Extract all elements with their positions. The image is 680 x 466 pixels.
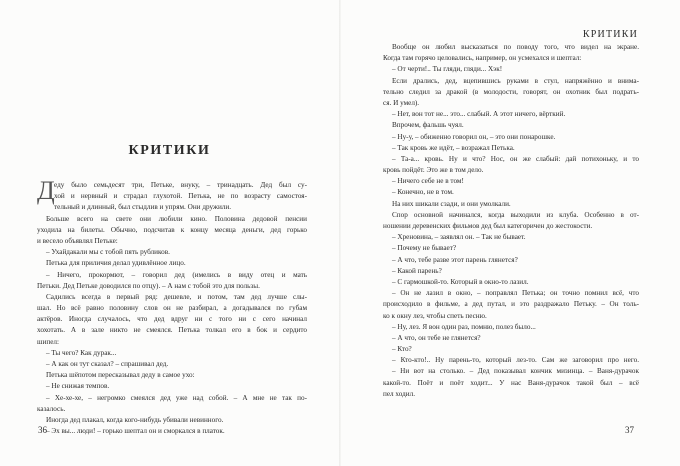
text-line: – С гармошкой-то. Который в окно-то лазил. [392, 277, 529, 286]
text-line: – Он не лазил в окно, – поправлял Петька; он точно помнил всё, что [392, 289, 639, 298]
text-line: происходило в фильме, а дед путал, и это раздражало Петьку. – Он толь- [383, 300, 639, 309]
text-line: – А что, тебе разве этот парень глянется? [392, 255, 518, 264]
text-line: ся. И умел). [383, 98, 420, 107]
running-head: КРИТИКИ [582, 29, 638, 40]
text-line: казалось. [37, 404, 66, 413]
text-line: Больше всего на свете они любили кино. Половина дедовой пенсии [46, 214, 307, 223]
text-line: – Ну, лез. Я вон один раз, помню, полез было... [392, 322, 536, 331]
text-line: хохотать. А в зале никто не смеялся. Петька толкал его в бок и сердито [37, 326, 307, 335]
text-line: и весело объявлял Петьке: [37, 236, 118, 245]
text-line: – Хе-хе-хе, – негромко смеялся дед уже над собой. – А мне не так по- [46, 393, 307, 402]
text-line: – Какой парень? [392, 266, 442, 275]
text-line: – Ничего себе не в том! [392, 177, 464, 186]
text-line: – А что, он тебе не глянется? [392, 333, 481, 342]
text-line: какой-то. Поёт и поёт ходит... У нас Ваня-дурачок такой был – всё [383, 378, 639, 387]
drop-cap: Д [37, 176, 55, 205]
text-line: – Кто? [392, 345, 412, 354]
text-line: тельно следил за дракой (в молодости, говорят, он охотник был подрать- [383, 87, 639, 96]
text-line: – А как он тут сказал? – спрашивал дед. [46, 360, 169, 368]
text-line: кровь пойдёт. Это же в том дело. [383, 166, 484, 175]
text-line: хой и нервный и страдал глухотой. Петька, не по возрасту самостоя- [54, 192, 307, 201]
text-line: шипел: [37, 337, 60, 346]
text-line: Впрочем, фальшь чуял. [392, 121, 464, 130]
left-page-text [37, 176, 307, 437]
right-page [341, 0, 680, 466]
text-line: – От черти!.. Ты гляди, гляди... Хэк! [392, 65, 503, 74]
text-line: – Ни вот на столько. – Дед показывал кончик мизинца. – Ваня-дурачок [392, 367, 639, 376]
text-line: – Эх вы... люди! – горько шептал он и сморкался в платок. [46, 427, 225, 436]
left-page [0, 0, 339, 466]
text-line: – Ухайдакали мы с тобой пять рубликов. [46, 248, 170, 257]
text-line: Петьки. Дед Петьке доводился по отцу). – А нам с тобой это для пользы. [37, 281, 260, 290]
text-line: пел ходил. [383, 389, 416, 398]
text-line: – Ты чего? Как дурак... [46, 348, 117, 357]
text-line: – Нет, вон тот не... это... слабый. А этот ничего, вёрткий. [392, 110, 566, 119]
text-line: Петька для приличия делал удивлённое лицо. [46, 259, 186, 268]
text-line: – Кто-кто!.. Ну парень-то, который лез-то. Сам же заговорил про него. [392, 356, 639, 365]
text-line: – Хреновина, – заявлял он. – Так не бывает. [392, 233, 526, 242]
text-line: актёров. Иногда случалось, что дед вдруг ни с того ни с сего начинал [37, 315, 307, 324]
text-line: Если дрались, дед, вцепившись руками в стул, напряжённо и внима- [392, 76, 639, 85]
chapter-title: КРИТИКИ [128, 143, 211, 158]
text-line: – Ничего, прокормют, – говорил дед (имелись в виду отец и мать [46, 270, 307, 279]
text-line: Иногда дед плакал, когда кого-нибудь убивали невинного. [46, 415, 224, 424]
text-line: – Почему не бывает? [392, 244, 457, 253]
text-line: Петька шёпотом пересказывал деду в самое ухо: [46, 371, 195, 380]
page-number: 37 [625, 425, 634, 435]
text-line: – Конечно, не в том. [392, 188, 454, 197]
text-line: – Та-а... кровь. Ну и что? Нос, он же слабый: дай потихоньку, и то [392, 154, 639, 163]
text-line: – Так кровь же идёт, – возражал Петька. [392, 143, 515, 152]
text-line: уходила на билеты. Обычно, подсчитав к концу месяца деньги, дед горько [37, 225, 307, 234]
text-line: Спор основной начинался, когда выходили из клуба. Особенно в от- [392, 210, 639, 219]
text-line: Когда там горячо целовались, например, он усмехался и шептал: [383, 54, 582, 63]
text-line: Садились всегда в первый ряд: дешевле, и потом, там дед лучше слы- [46, 292, 307, 301]
text-line: Д еду было семьдесят три, Петьке, внуку, – тринадцать. Дед был су- [37, 176, 307, 205]
text-line: На них шикали сзади, и они умолкали. [392, 199, 511, 208]
text-line: Вообще он любил высказаться по поводу того, что видел на экране. [392, 43, 639, 51]
text-line: – Ну-у, – обиженно говорил он, – это они понарошке. [392, 132, 556, 141]
text-line: ношении деревенских фильмов дед был категоричен до жестокости. [383, 222, 593, 230]
text-line: ко к окну лез, чтобы спеть песню. [383, 311, 487, 320]
text-line: тельный и длинный, был стыдлив и упрям. Они дружили. [54, 203, 232, 212]
page-number: 36 [38, 425, 47, 435]
text-line: – Не снижая темпов. [46, 382, 110, 391]
text-line: шал. Но всё равно половину слов он не разбирал, а догадывался по губам [37, 304, 307, 313]
right-page-text [383, 42, 639, 400]
